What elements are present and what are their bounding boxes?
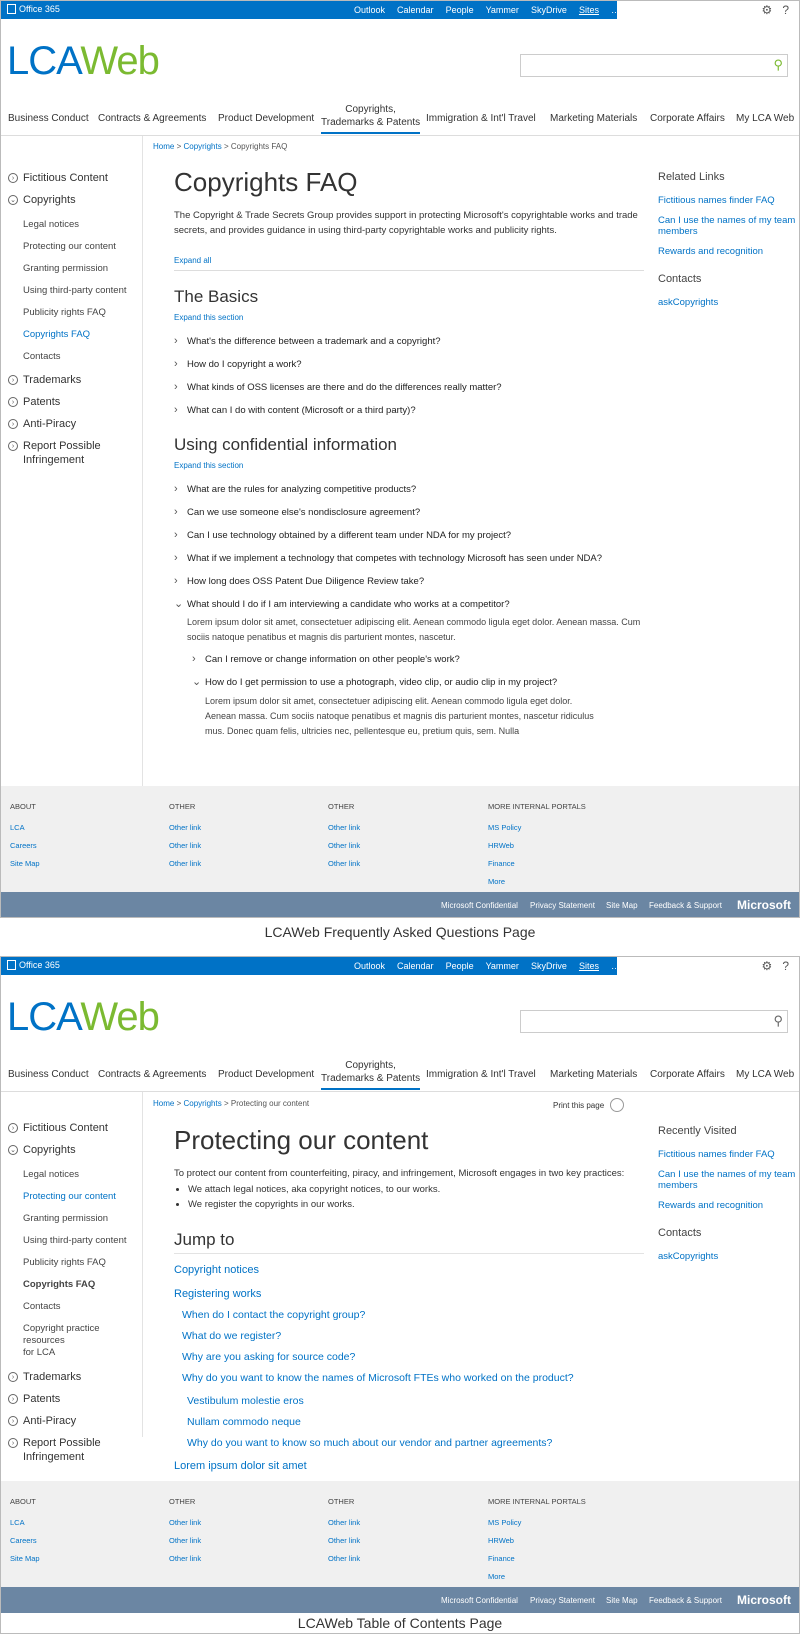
recently-visited-panel xyxy=(658,1125,798,1271)
section-title-basics: The Basics xyxy=(174,287,259,306)
nav-corporate-affairs[interactable]: Corporate Affairs xyxy=(650,1069,725,1080)
main-nav xyxy=(1,101,800,139)
nav-immigration[interactable]: Immigration & Int'l Travel xyxy=(426,113,536,124)
footer-link[interactable]: Other link xyxy=(169,859,202,868)
footer-link[interactable]: More xyxy=(488,877,506,886)
footer-heading: ABOUT xyxy=(10,1497,36,1506)
breadcrumb-copyrights[interactable]: Copyrights xyxy=(183,142,222,151)
expand-circle-icon: › xyxy=(8,1416,18,1426)
sidebar-item-patents[interactable] xyxy=(1,1392,142,1406)
page-title: Copyrights FAQ xyxy=(174,167,358,197)
sidebar-label: Copyright practice resources xyxy=(23,1323,100,1346)
sidebar-label-line2: Infringement xyxy=(23,1451,85,1463)
faq-question[interactable] xyxy=(174,553,644,565)
faq-question-text: How long does OSS Patent Due Diligence Review take? xyxy=(187,576,425,587)
footer-heading: ABOUT xyxy=(10,802,36,811)
breadcrumb-home[interactable]: Home xyxy=(153,1099,175,1108)
collapse-circle-icon: ⌄ xyxy=(8,195,18,205)
sidebar-item-third-party[interactable]: Using third-party content xyxy=(23,1235,127,1246)
breadcrumb-home[interactable]: Home xyxy=(153,142,175,151)
toc-link[interactable]: Nullam commodo neque xyxy=(187,1416,301,1428)
footer-col-other xyxy=(328,802,360,877)
left-sidebar xyxy=(1,1092,143,1463)
chevron-right-icon: › xyxy=(192,653,196,665)
office-logo-icon xyxy=(7,960,16,970)
sidebar-item-trademarks[interactable] xyxy=(1,1370,142,1384)
recent-link[interactable]: Fictitious names finder FAQ xyxy=(658,1149,775,1160)
main-nav xyxy=(1,1057,800,1095)
caption-faq: LCAWeb Frequently Asked Questions Page xyxy=(264,924,536,940)
sidebar-item-protecting[interactable]: Protecting our content xyxy=(23,1191,116,1202)
footer-link[interactable]: Finance xyxy=(488,859,515,868)
microsoft-logo: Microsoft xyxy=(737,898,791,912)
nav-business-conduct[interactable]: Business Conduct xyxy=(8,1069,89,1080)
breadcrumb-sep: > xyxy=(223,142,229,151)
logo-part-lca: LCA xyxy=(7,39,81,83)
sidebar-item-practice-resources[interactable] xyxy=(1,1323,142,1359)
nav-contracts[interactable]: Contracts & Agreements xyxy=(98,113,207,124)
faq-question-text: Can I remove or change information on other people's work? xyxy=(205,654,460,665)
sidebar-item-granting[interactable]: Granting permission xyxy=(23,1213,109,1224)
sidebar-label-line2: Infringement xyxy=(23,454,85,466)
sidebar-item-copyrights-faq[interactable]: Copyrights FAQ xyxy=(23,1279,96,1290)
sidebar-item-fictitious[interactable] xyxy=(1,171,142,185)
footer-link[interactable]: More xyxy=(488,1572,506,1581)
faq-answer: Lorem ipsum dolor sit amet, consectetuer adipiscing elit. Aenean commodo ligula eget dolor. Aenean massa. Cum sociis natoque penatibus et magnis dis parturient montes, nascetur ridiculus mus. Donec quam felis, ultricies nec, pellentesque eu, pretium quis, sem. Nulla xyxy=(205,696,594,736)
breadcrumb-sep: > xyxy=(223,1099,229,1108)
sidebar-label: Trademarks xyxy=(23,1371,82,1383)
faq-subquestion[interactable] xyxy=(192,654,644,666)
nav-copyrights-line1: Copyrights, xyxy=(345,104,396,115)
breadcrumb-current: Protecting our content xyxy=(230,1099,310,1108)
sidebar-label: Copyrights xyxy=(23,194,76,206)
search-input[interactable] xyxy=(520,54,788,77)
nav-marketing[interactable]: Marketing Materials xyxy=(550,1069,638,1080)
footer-link[interactable]: Other link xyxy=(328,1518,361,1527)
related-link[interactable]: Fictitious names finder FAQ xyxy=(658,195,775,206)
recent-link[interactable]: Can I use the names of my team members xyxy=(658,1169,796,1191)
chevron-right-icon: › xyxy=(174,575,178,587)
footer-heading: MORE INTERNAL PORTALS xyxy=(488,1497,586,1506)
help-icon[interactable]: ? xyxy=(782,3,789,17)
nav-product-development[interactable]: Product Development xyxy=(218,113,315,124)
nav-business-conduct[interactable]: Business Conduct xyxy=(8,113,89,124)
faq-question-text: Can we use someone else's nondisclosure agreement? xyxy=(187,507,421,518)
expand-all-link[interactable]: Expand all xyxy=(174,256,644,271)
toc-link[interactable]: Vestibulum molestie eros xyxy=(187,1395,304,1407)
search-input[interactable] xyxy=(520,1010,788,1033)
practice-list xyxy=(188,1182,644,1212)
sidebar-item-publicity[interactable]: Publicity rights FAQ xyxy=(23,1257,106,1268)
feedback-link[interactable]: Feedback & Support xyxy=(649,901,722,910)
footer-link[interactable]: LCA xyxy=(10,823,25,832)
top-right-tools xyxy=(752,959,789,973)
footer-link[interactable]: Other link xyxy=(169,1536,202,1545)
chevron-right-icon: › xyxy=(174,335,178,347)
breadcrumb-sep: > xyxy=(176,142,182,151)
footer-link[interactable]: Careers xyxy=(10,841,37,850)
print-page-button[interactable] xyxy=(553,1098,624,1112)
faq-question[interactable] xyxy=(174,484,644,496)
nav-people[interactable]: People xyxy=(445,5,474,15)
bottom-bar xyxy=(1,892,800,918)
nav-corporate-affairs[interactable]: Corporate Affairs xyxy=(650,113,725,124)
contacts-heading: Contacts xyxy=(658,273,702,285)
office365-suite-bar xyxy=(1,1,620,19)
expand-circle-icon: › xyxy=(8,1394,18,1404)
nav-yammer[interactable]: Yammer xyxy=(485,5,519,15)
sidebar-item-patents[interactable] xyxy=(1,395,142,409)
sidebar-item-copyrights-faq[interactable]: Copyrights FAQ xyxy=(23,329,91,340)
toc-page-screenshot xyxy=(0,956,800,1634)
left-sidebar xyxy=(1,136,143,786)
site-footer xyxy=(1,786,800,892)
list-item: • We register the copyrights in our works. xyxy=(188,1197,644,1212)
faq-question-text: What are the rules for analyzing competitive products? xyxy=(187,484,417,495)
faq-question[interactable] xyxy=(174,359,644,371)
nav-copyrights-line2: Trademarks & Patents xyxy=(321,1073,421,1084)
search-icon[interactable]: ⚲ xyxy=(773,1013,783,1028)
nav-more[interactable]: … xyxy=(610,961,620,971)
office365-suite-bar xyxy=(1,957,620,975)
footer-heading: OTHER xyxy=(169,802,196,811)
recent-link[interactable]: Rewards and recognition xyxy=(658,1200,764,1211)
nav-my-lca-web[interactable]: My LCA Web xyxy=(736,113,795,124)
sidebar-label: Report Possible xyxy=(23,1437,101,1449)
footer-heading: MORE INTERNAL PORTALS xyxy=(488,802,586,811)
footer-heading: OTHER xyxy=(169,1497,196,1506)
footer-link[interactable]: Site Map xyxy=(10,1554,40,1563)
faq-question-text: Can I use technology obtained by a different team under NDA for my project? xyxy=(187,530,512,541)
sidebar-item-contacts[interactable]: Contacts xyxy=(23,351,61,362)
footer-col-other xyxy=(328,1497,360,1572)
sidebar-item-publicity[interactable]: Publicity rights FAQ xyxy=(23,307,106,318)
footer-link[interactable]: MS Policy xyxy=(488,1518,522,1527)
faq-question-text: What kinds of OSS licenses are there and do the differences really matter? xyxy=(187,382,502,393)
toc-link[interactable]: When do I contact the copyright group? xyxy=(182,1309,366,1321)
footer-link[interactable]: LCA xyxy=(10,1518,25,1527)
nav-outlook[interactable]: Outlook xyxy=(354,961,386,971)
confidential-link[interactable]: Microsoft Confidential xyxy=(441,1596,518,1605)
nav-product-development[interactable]: Product Development xyxy=(218,1069,315,1080)
footer-link[interactable]: Careers xyxy=(10,1536,37,1545)
nav-calendar[interactable]: Calendar xyxy=(397,961,434,971)
nav-contracts[interactable]: Contracts & Agreements xyxy=(98,1069,207,1080)
sidebar-item-legal-notices[interactable]: Legal notices xyxy=(23,1169,79,1180)
nav-copyrights[interactable] xyxy=(321,103,420,134)
chevron-right-icon: › xyxy=(174,529,178,541)
office365-label: Office 365 xyxy=(19,960,60,970)
contact-link[interactable]: askCopyrights xyxy=(658,1251,719,1262)
nav-sites[interactable]: Sites xyxy=(578,5,599,15)
nav-copyrights-line2: Trademarks & Patents xyxy=(321,117,421,128)
print-label: Print this page xyxy=(553,1101,605,1110)
faq-question[interactable] xyxy=(174,576,644,588)
bottom-bar xyxy=(1,1587,800,1613)
breadcrumb-current: Copyrights FAQ xyxy=(230,142,288,151)
toc-link[interactable]: Why do you want to know so much about our vendor and partner agreements? xyxy=(187,1437,553,1449)
footer-link[interactable]: Site Map xyxy=(10,859,40,868)
main-content xyxy=(174,1125,644,1481)
expand-section-link[interactable]: Expand this section xyxy=(174,461,244,470)
site-footer xyxy=(1,1481,800,1587)
toc-link[interactable]: Copyright notices xyxy=(174,1264,259,1276)
breadcrumb-sep: > xyxy=(176,1099,182,1108)
sidebar-item-third-party[interactable]: Using third-party content xyxy=(23,285,127,296)
footer-link[interactable]: Other link xyxy=(169,1554,202,1563)
sidebar-item-protecting[interactable]: Protecting our content xyxy=(23,241,116,252)
related-links-heading: Related Links xyxy=(658,171,725,183)
sidebar-item-contacts[interactable]: Contacts xyxy=(23,1301,61,1312)
breadcrumb xyxy=(153,1099,309,1108)
sitemap-link[interactable]: Site Map xyxy=(606,1596,638,1605)
footer-col-other xyxy=(169,1497,201,1572)
chevron-right-icon: › xyxy=(174,483,178,495)
expand-circle-icon: › xyxy=(8,1372,18,1382)
footer-link[interactable]: HRWeb xyxy=(488,841,514,850)
list-item: • We attach legal notices, aka copyright notices, to our works. xyxy=(188,1182,644,1197)
nav-calendar[interactable]: Calendar xyxy=(397,5,434,15)
toc-link[interactable]: What do we register? xyxy=(182,1330,282,1342)
breadcrumb xyxy=(153,142,287,151)
sidebar-item-report[interactable] xyxy=(1,439,142,467)
footer-col-other xyxy=(169,802,201,877)
sidebar-label: Trademarks xyxy=(23,374,82,386)
faq-question[interactable] xyxy=(174,336,644,348)
toc-link[interactable]: Why do you want to know the names of Microsoft FTEs who worked on the product? xyxy=(182,1372,574,1384)
chevron-right-icon: › xyxy=(174,506,178,518)
intro-text: The Copyright & Trade Secrets Group provides support in protecting Microsoft's copyrightable works and trade secrets, and provides guidance in using third-party copyrightable works and publicity rights. xyxy=(174,210,638,236)
faq-question-text: What if we implement a technology that competes with technology Microsoft has seen under NDA? xyxy=(187,553,603,564)
footer-col-about xyxy=(10,1497,40,1572)
faq-question-text: How do I copyright a work? xyxy=(187,359,302,370)
toc-link[interactable]: Lorem ipsum dolor sit amet xyxy=(174,1460,307,1472)
microsoft-logo: Microsoft xyxy=(737,1593,791,1607)
sidebar-label: Fictitious Content xyxy=(23,172,108,184)
expand-circle-icon: › xyxy=(8,1123,18,1133)
nav-marketing[interactable]: Marketing Materials xyxy=(550,113,638,124)
footer-link[interactable]: Other link xyxy=(169,1518,202,1527)
faq-question[interactable] xyxy=(174,530,644,542)
sidebar-label: Anti-Piracy xyxy=(23,418,77,430)
nav-sites[interactable]: Sites xyxy=(578,961,599,971)
help-icon[interactable]: ? xyxy=(782,959,789,973)
footer-col-about xyxy=(10,802,40,877)
table-of-contents xyxy=(174,1264,644,1472)
sidebar-label-line2: for LCA xyxy=(23,1347,56,1358)
nav-my-lca-web[interactable]: My LCA Web xyxy=(736,1069,795,1080)
office365-label: Office 365 xyxy=(19,4,60,14)
sidebar-item-fictitious[interactable] xyxy=(1,1121,142,1135)
nav-more[interactable]: … xyxy=(610,5,620,15)
sidebar-label: Patents xyxy=(23,396,61,408)
print-icon xyxy=(610,1098,624,1112)
expand-circle-icon: › xyxy=(8,441,18,451)
site-logo[interactable] xyxy=(7,995,159,1040)
footer-heading: OTHER xyxy=(328,1497,355,1506)
nav-people[interactable]: People xyxy=(445,961,474,971)
footer-col-portals xyxy=(488,1497,586,1590)
footer-heading: OTHER xyxy=(328,802,355,811)
nav-skydrive[interactable]: SkyDrive xyxy=(530,961,567,971)
chevron-right-icon: › xyxy=(174,381,178,393)
sidebar-item-copyrights[interactable] xyxy=(1,1143,142,1157)
chevron-right-icon: › xyxy=(174,404,178,416)
sidebar-label: Patents xyxy=(23,1393,61,1405)
sidebar-item-legal-notices[interactable]: Legal notices xyxy=(23,219,79,230)
footer-link[interactable]: Other link xyxy=(328,823,361,832)
sidebar-label: Anti-Piracy xyxy=(23,1415,77,1427)
sidebar-label: Fictitious Content xyxy=(23,1122,108,1134)
expand-circle-icon: › xyxy=(8,1438,18,1448)
privacy-link[interactable]: Privacy Statement xyxy=(530,1596,595,1605)
sidebar-item-anti-piracy[interactable] xyxy=(1,1414,142,1428)
breadcrumb-copyrights[interactable]: Copyrights xyxy=(183,1099,222,1108)
faq-question-text: What should I do if I am interviewing a candidate who works at a competitor? xyxy=(187,599,510,610)
footer-link[interactable]: Finance xyxy=(488,1554,515,1563)
expand-section-link[interactable]: Expand this section xyxy=(174,313,244,322)
confidential-link[interactable]: Microsoft Confidential xyxy=(441,901,518,910)
logo-part-lca: LCA xyxy=(7,995,81,1039)
footer-link[interactable]: MS Policy xyxy=(488,823,522,832)
feedback-link[interactable]: Feedback & Support xyxy=(649,1596,722,1605)
expand-circle-icon: › xyxy=(8,397,18,407)
nav-immigration[interactable]: Immigration & Int'l Travel xyxy=(426,1069,536,1080)
sidebar-label: Report Possible xyxy=(23,440,101,452)
suite-nav xyxy=(354,961,632,971)
gear-icon[interactable]: ⚙ xyxy=(761,3,773,17)
office365-link[interactable] xyxy=(7,960,60,970)
gear-icon[interactable]: ⚙ xyxy=(761,959,773,973)
faq-subquestion-expanded[interactable] xyxy=(192,677,644,689)
logo-part-web: Web xyxy=(80,995,159,1039)
footer-link[interactable]: Other link xyxy=(169,823,202,832)
expand-circle-icon: › xyxy=(8,419,18,429)
expand-circle-icon: › xyxy=(8,173,18,183)
sidebar-item-trademarks[interactable] xyxy=(1,373,142,387)
footer-link[interactable]: HRWeb xyxy=(488,1536,514,1545)
sidebar-item-copyrights[interactable] xyxy=(1,193,142,207)
top-right-tools xyxy=(752,3,789,17)
expand-circle-icon: › xyxy=(8,375,18,385)
nav-yammer[interactable]: Yammer xyxy=(485,961,519,971)
chevron-right-icon: › xyxy=(174,552,178,564)
footer-link[interactable]: Other link xyxy=(169,841,202,850)
related-link[interactable]: Rewards and recognition xyxy=(658,246,764,257)
sidebar-label: Copyrights xyxy=(23,1144,76,1156)
chevron-down-icon: ⌄ xyxy=(174,598,184,610)
faq-question[interactable] xyxy=(174,382,644,394)
intro-text: To protect our content from counterfeiting, piracy, and infringement, Microsoft engages in two key practices: xyxy=(174,1168,625,1179)
footer-link[interactable]: Other link xyxy=(328,841,361,850)
section-title-confidential: Using confidential information xyxy=(174,435,398,454)
collapse-circle-icon: ⌄ xyxy=(8,1145,18,1155)
search-icon[interactable]: ⚲ xyxy=(773,57,783,72)
toc-link[interactable]: Registering works xyxy=(174,1288,262,1300)
related-link[interactable]: Can I use the names of my team members xyxy=(658,215,796,237)
office365-link[interactable] xyxy=(7,4,60,14)
contact-link[interactable]: askCopyrights xyxy=(658,297,719,308)
caption-toc: LCAWeb Table of Contents Page xyxy=(297,1615,503,1631)
page-title: Protecting our content xyxy=(174,1125,429,1155)
main-content xyxy=(174,167,644,739)
office-logo-icon xyxy=(7,4,16,14)
recently-visited-heading: Recently Visited xyxy=(658,1125,737,1137)
nav-skydrive[interactable]: SkyDrive xyxy=(530,5,567,15)
faq-question-text: What's the difference between a trademark and a copyright? xyxy=(187,336,441,347)
faq-question-text: What can I do with content (Microsoft or a third party)? xyxy=(187,405,416,416)
chevron-right-icon: › xyxy=(174,358,178,370)
nav-copyrights-line1: Copyrights, xyxy=(345,1060,396,1071)
sitemap-link[interactable]: Site Map xyxy=(606,901,638,910)
footer-link[interactable]: Other link xyxy=(328,1536,361,1545)
privacy-link[interactable]: Privacy Statement xyxy=(530,901,595,910)
site-logo[interactable] xyxy=(7,39,159,84)
toc-link[interactable]: Why are you asking for source code? xyxy=(182,1351,356,1363)
chevron-down-icon: ⌄ xyxy=(192,676,202,688)
sidebar-item-anti-piracy[interactable] xyxy=(1,417,142,431)
related-links-panel xyxy=(658,171,798,317)
footer-link[interactable]: Other link xyxy=(328,859,361,868)
footer-link[interactable]: Other link xyxy=(328,1554,361,1563)
contacts-heading: Contacts xyxy=(658,1227,702,1239)
faq-question[interactable] xyxy=(174,507,644,519)
nav-outlook[interactable]: Outlook xyxy=(354,5,386,15)
jump-to-heading: Jump to xyxy=(174,1230,644,1254)
footer-col-portals xyxy=(488,802,586,895)
sidebar-item-granting[interactable]: Granting permission xyxy=(23,263,109,274)
faq-question-expanded[interactable] xyxy=(174,599,644,611)
nav-copyrights[interactable] xyxy=(321,1059,420,1090)
faq-answer: Lorem ipsum dolor sit amet, consectetuer adipiscing elit. Aenean commodo ligula eget dolor. Aenean massa. Cum sociis natoque penatibus et magnis dis parturient montes, nascetur. xyxy=(187,617,641,642)
suite-nav xyxy=(354,5,632,15)
faq-question[interactable] xyxy=(174,405,644,417)
faq-question-text: How do I get permission to use a photograph, video clip, or audio clip in my project? xyxy=(205,677,558,688)
logo-part-web: Web xyxy=(80,39,159,83)
sidebar-item-report[interactable] xyxy=(1,1436,142,1464)
